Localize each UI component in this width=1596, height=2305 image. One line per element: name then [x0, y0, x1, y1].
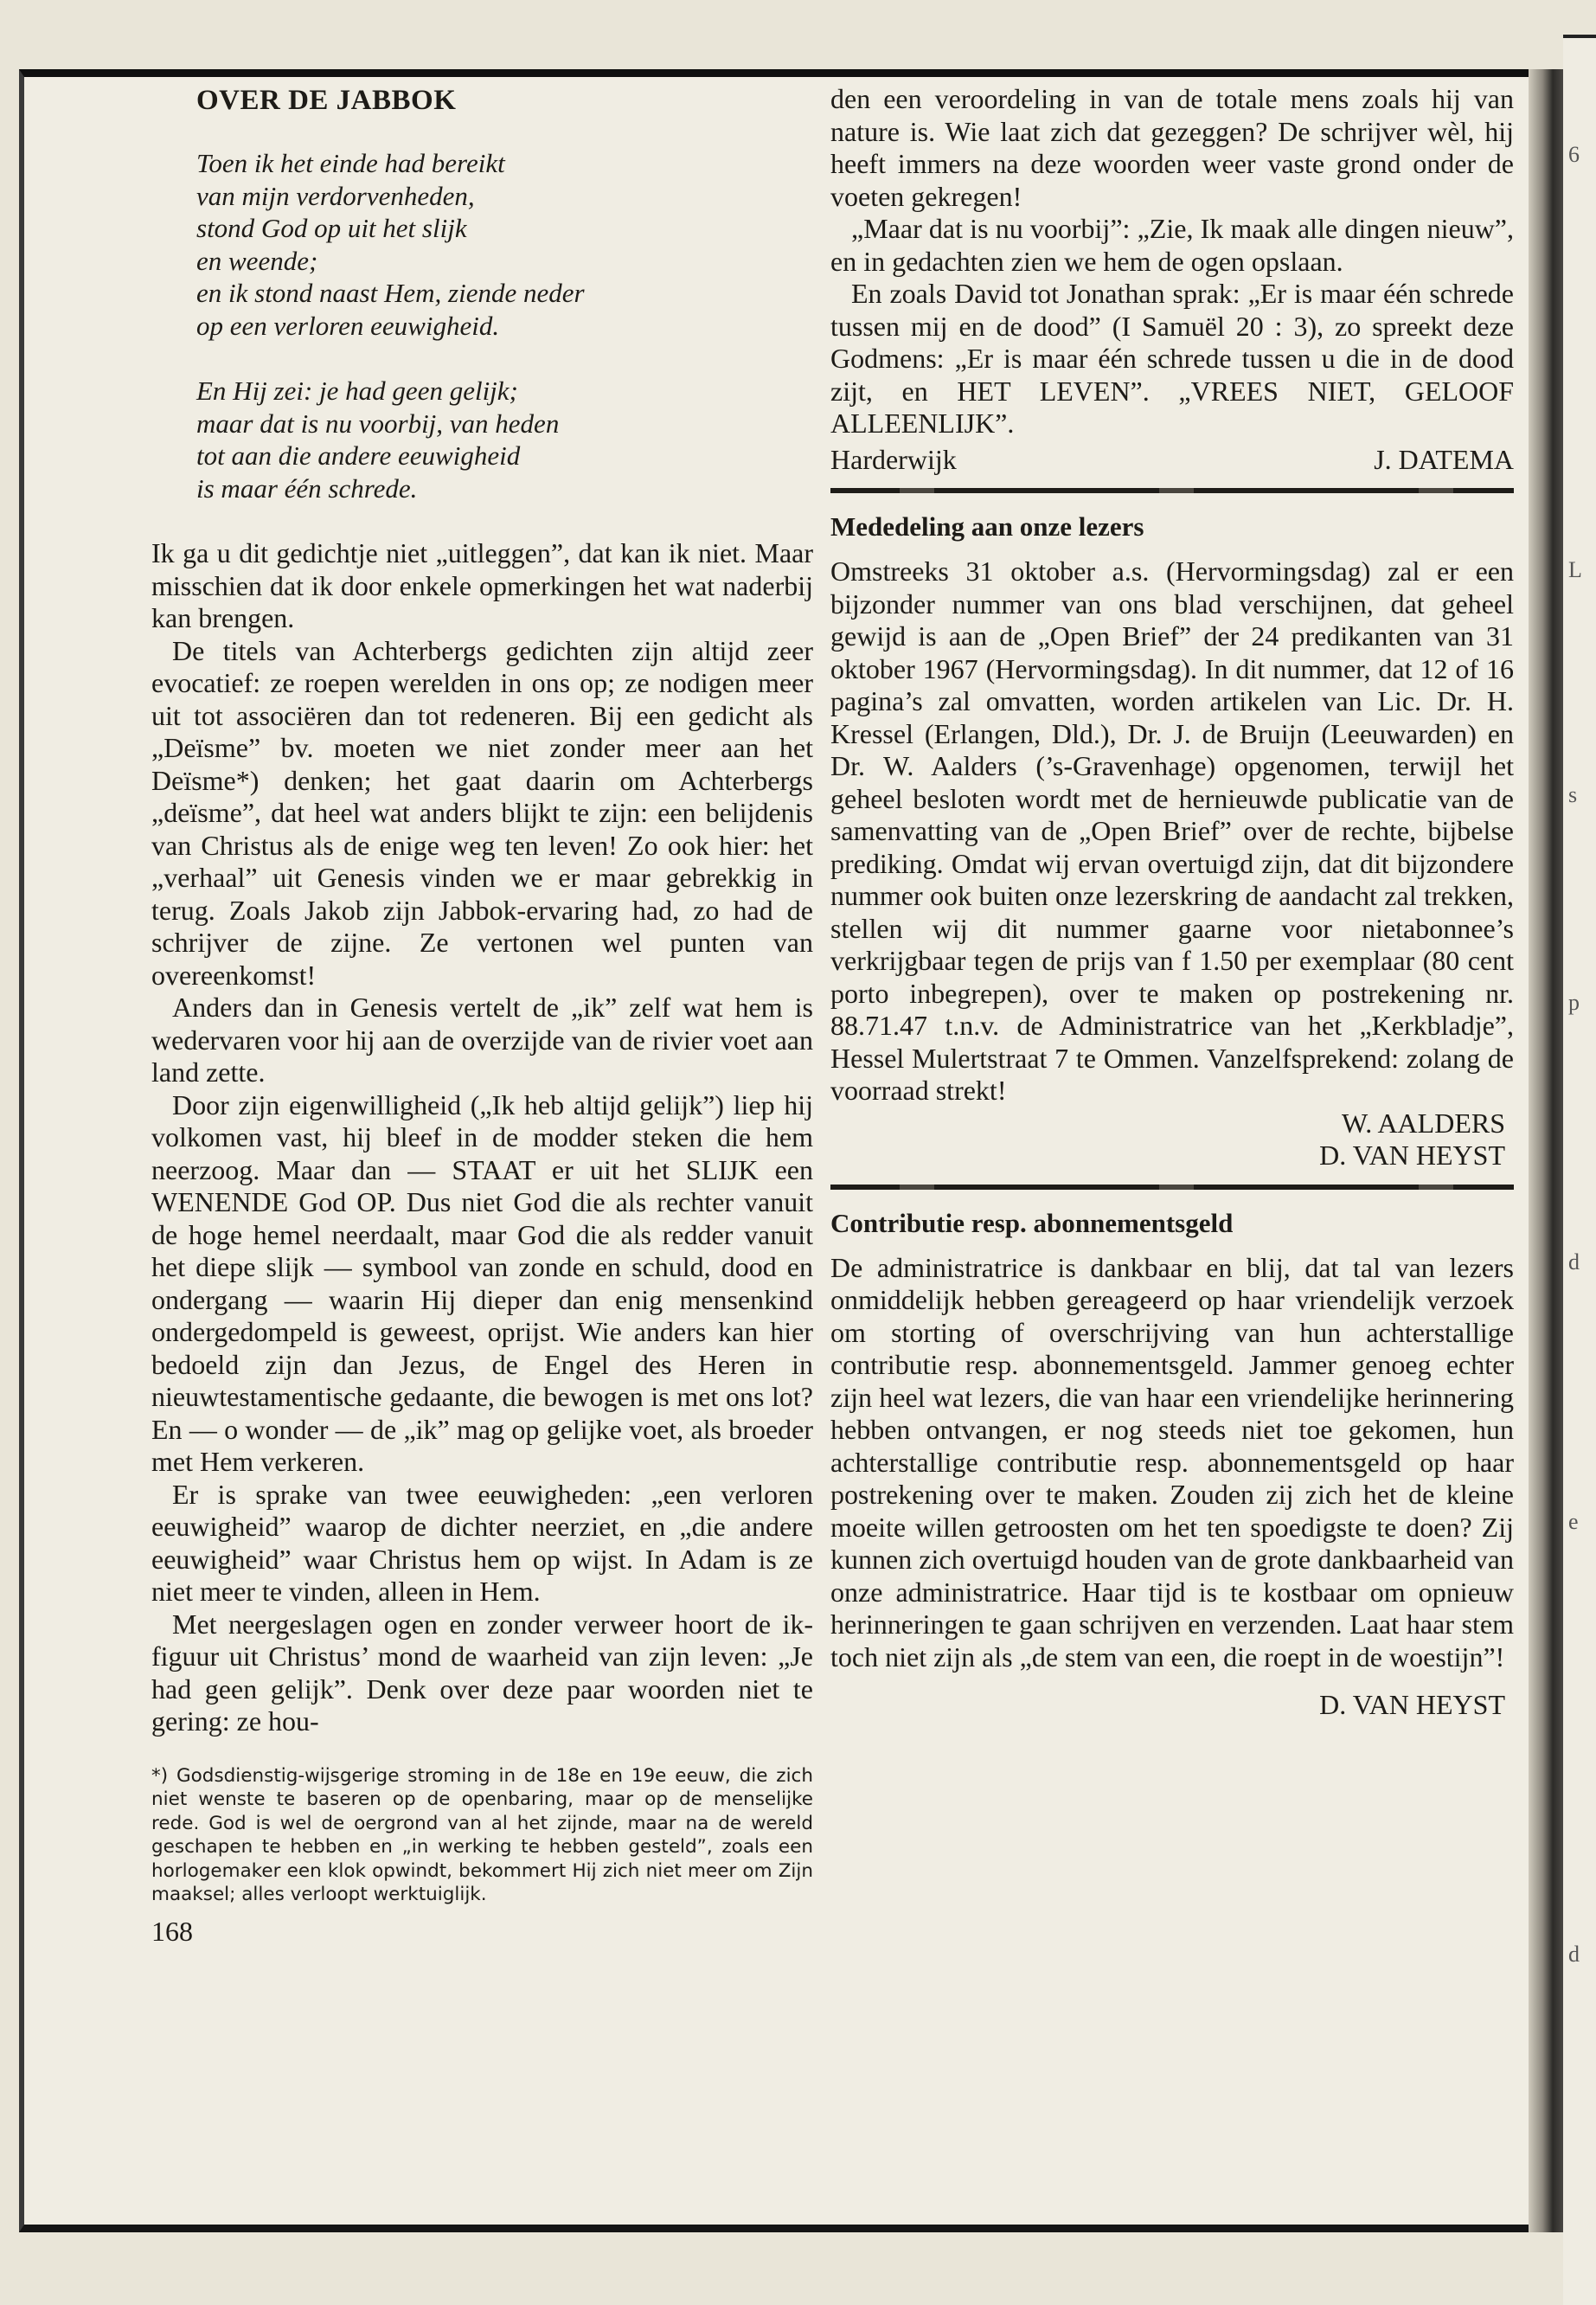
paragraph: Anders dan in Genesis vertelt de „ik” zelf wat hem is wedervaren voor hij aan de overzijde van de rivier voet aan land zette.: [151, 992, 813, 1088]
footnote: *) Godsdienstig-wijsgerige stroming in de 18e en 19e eeuw, die zich niet wenste te baseren op de openbaring, maar op de menselijke rede. God is wel de oergrond van al het zijnde, maar na de wereld geschapen te hebben en „in werking te hebben gesteld”, zoals een horlogemaker een klok opwindt, bekommert Hij zich niet meer om Zijn maaksel; alles verloopt werktuiglijk.: [151, 1764, 813, 1905]
page-number: 168: [151, 1915, 193, 1947]
poem-stanza-2: En Hij zei: je had geen gelijk; maar dat is nu voorbij, van heden tot aan die andere eeuwigheid is maar één schrede.: [196, 376, 560, 504]
signature: D. VAN HEYST: [1319, 1689, 1505, 1720]
right-column: [830, 83, 1514, 1722]
section-title: Mededeling aan onze lezers: [830, 511, 1144, 542]
left-column: [151, 83, 813, 1948]
section-divider: [830, 488, 1514, 493]
article-heading: OVER DE JABBOK: [196, 85, 457, 116]
place-name: Harderwijk: [830, 443, 957, 475]
paragraph: Er is sprake van twee eeuwigheden: „een verloren eeuwigheid” waarop de dichter neerziet, en „die andere eeuwigheid” waar Christus hem op wijst. In Adam is ze niet meer te vinden, alleen in Hem.: [151, 1478, 813, 1607]
paragraph: Door zijn eigenwilligheid („Ik heb altijd gelijk”) liep hij volkomen vast, hij bleef in de modder steken die hem neerzoog. Maar dan — STAAT er uit het SLIJK een WENENDE God OP. Dus niet God die als rechter vanuit de hoge hemel neerdaalt, maar God die als redder vanuit het diepe slijk — symbool van zonde en schuld, dood en ondergang — waarin Hij dieper dan enig mensenkind ondergedompeld is geweest, oprijst. Wie anders kan hier bedoeld zijn dan Jezus, de Engel des Heren in nieuwtestamentische gedaante, die bewogen is met ons lot? En — o wonder — de „ik” mag op gelijke voet, als broeder met Hem verkeren.: [151, 1088, 813, 1477]
section-text: Omstreeks 31 oktober a.s. (Hervormingsdag) zal er een bijzonder nummer van ons blad verschijnen, dat geheel gewijd is aan de „Open Brief” der 24 predikanten van 31 oktober 1967 (Hervormingsdag). In dit nummer, dat 12 of 16 pagina’s zal omvatten, worden artikelen van Lic. Dr. H. Kressel (Erlangen, Dld.), Dr. J. de Bruijn (Leeuwarden) en Dr. W. Aalders (’s-Gravenhage) opgenomen, terwijl het geheel besloten wordt met de hernieuwde publicatie van de samenvatting van de „Open Brief” over de rechte, bijbelse prediking. Omdat wij ervan overtuigd zijn, dat dit bijzondere nummer ook buiten onze lezerskring de aandacht zal trekken, stellen wij dit nummer gaarne voor nietabonnee’s verkrijgbaar tegen de prijs van f 1.50 per exemplaar (80 cent porto inbegrepen), over te maken op postrekening nr. 88.71.47 t.n.v. de Administratrice van het „Kerkbladje”, Hessel Mulertstraat 7 te Ommen. Vanzelfsprekend: zolang de voorraad strekt!: [830, 555, 1514, 1106]
section-text: De administratrice is dankbaar en blij, dat tal van lezers onmiddelijk hebben gereageerd op haar vriendelijk verzoek om storting of overschrijving van hun achterstallige contributie resp. abonnementsgeld. Jammer genoeg echter zijn heel wat lezers, die van haar een vriendelijke herinnering hebben ontvangen, er nog steeds niet toe gekomen, hun achterstallige contributie resp. abonnementsgeld op haar postrekening over te maken. Zouden zij zich het de kleine moeite willen getroosten om het ten spoedigste te doen? Zij kunnen zich overtuigd houden van de grote dankbaarheid van onze administratrice. Haar tijd is te kostbaar om opnieuw herinneringen te gaan schrijven en verzenden. Laat haar stem toch niet zijn als „de stem van een, die roept in de woestijn”!: [830, 1251, 1514, 1673]
section-divider: [830, 1185, 1514, 1190]
paragraph: den een veroordeling in van de totale mens zoals hij van nature is. Wie laat zich dat gezeggen? De schrijver wèl, hij heeft immers na deze woorden weer vaste grond onder de voeten gekregen!: [830, 83, 1514, 212]
adjacent-page-edge: 6 L s p d e d: [1563, 35, 1596, 2305]
page-gutter: [1529, 69, 1563, 2232]
paragraph: Met neergeslagen ogen en zonder verweer hoort de ik-figuur uit Christus’ mond de waarheid van zijn leven: „Je had geen gelijk”. Denk over deze paar woorden niet te gering: ze hou-: [151, 1608, 813, 1737]
signature: W. AALDERS: [1341, 1107, 1505, 1139]
signature: D. VAN HEYST: [1319, 1140, 1505, 1171]
paragraph: „Maar dat is nu voorbij”: „Zie, Ik maak alle dingen nieuw”, en in gedachten zien we hem de ogen opslaan.: [830, 213, 1514, 277]
section-title: Contributie resp. abonnementsgeld: [830, 1207, 1234, 1238]
paragraph: Ik ga u dit gedichtje niet „uitleggen”, dat kan ik niet. Maar misschien dat ik door enkele opmerkingen het wat naderbij kan brengen.: [151, 537, 813, 633]
paragraph: En zoals David tot Jonathan sprak: „Er is maar één schrede tussen mij en de dood” (I Samuël 20 : 3), zo spreekt deze Godmens: „Er is maar één schrede tussen u die in de dood zijt, en HET LEVEN”. „VREES NIET, GELOOF ALLEENLIJK”.: [830, 278, 1514, 439]
signature-row: [830, 444, 1514, 477]
paragraph: De titels van Achterbergs gedichten zijn altijd zeer evocatief: ze roepen werelden in ons op; ze nodigen meer uit tot associëren dan tot redeneren. Bij een gedicht als „Deïsme” bv. moeten we niet zonder meer aan het Deïsme*) denken; het gaat daarin om Achterbergs „deïsme”, dat heel wat anders blijkt te zijn: een belijdenis van Christus als de enige weg ten leven! Zo ook hier: het „verhaal” uit Genesis vinden we er maar gebrekkig in terug. Zoals Jakob zijn Jabbok-ervaring had, zo had de schrijver de zijne. Ze vertonen wel punten van overeenkomst!: [151, 634, 813, 991]
poem-stanza-1: Toen ik het einde had bereikt van mijn verdorvenheden, stond God op uit het slijk en weende; en ik stond naast Hem, ziende neder op een verloren eeuwigheid.: [196, 148, 585, 341]
author-name: J. DATEMA: [1374, 443, 1514, 475]
